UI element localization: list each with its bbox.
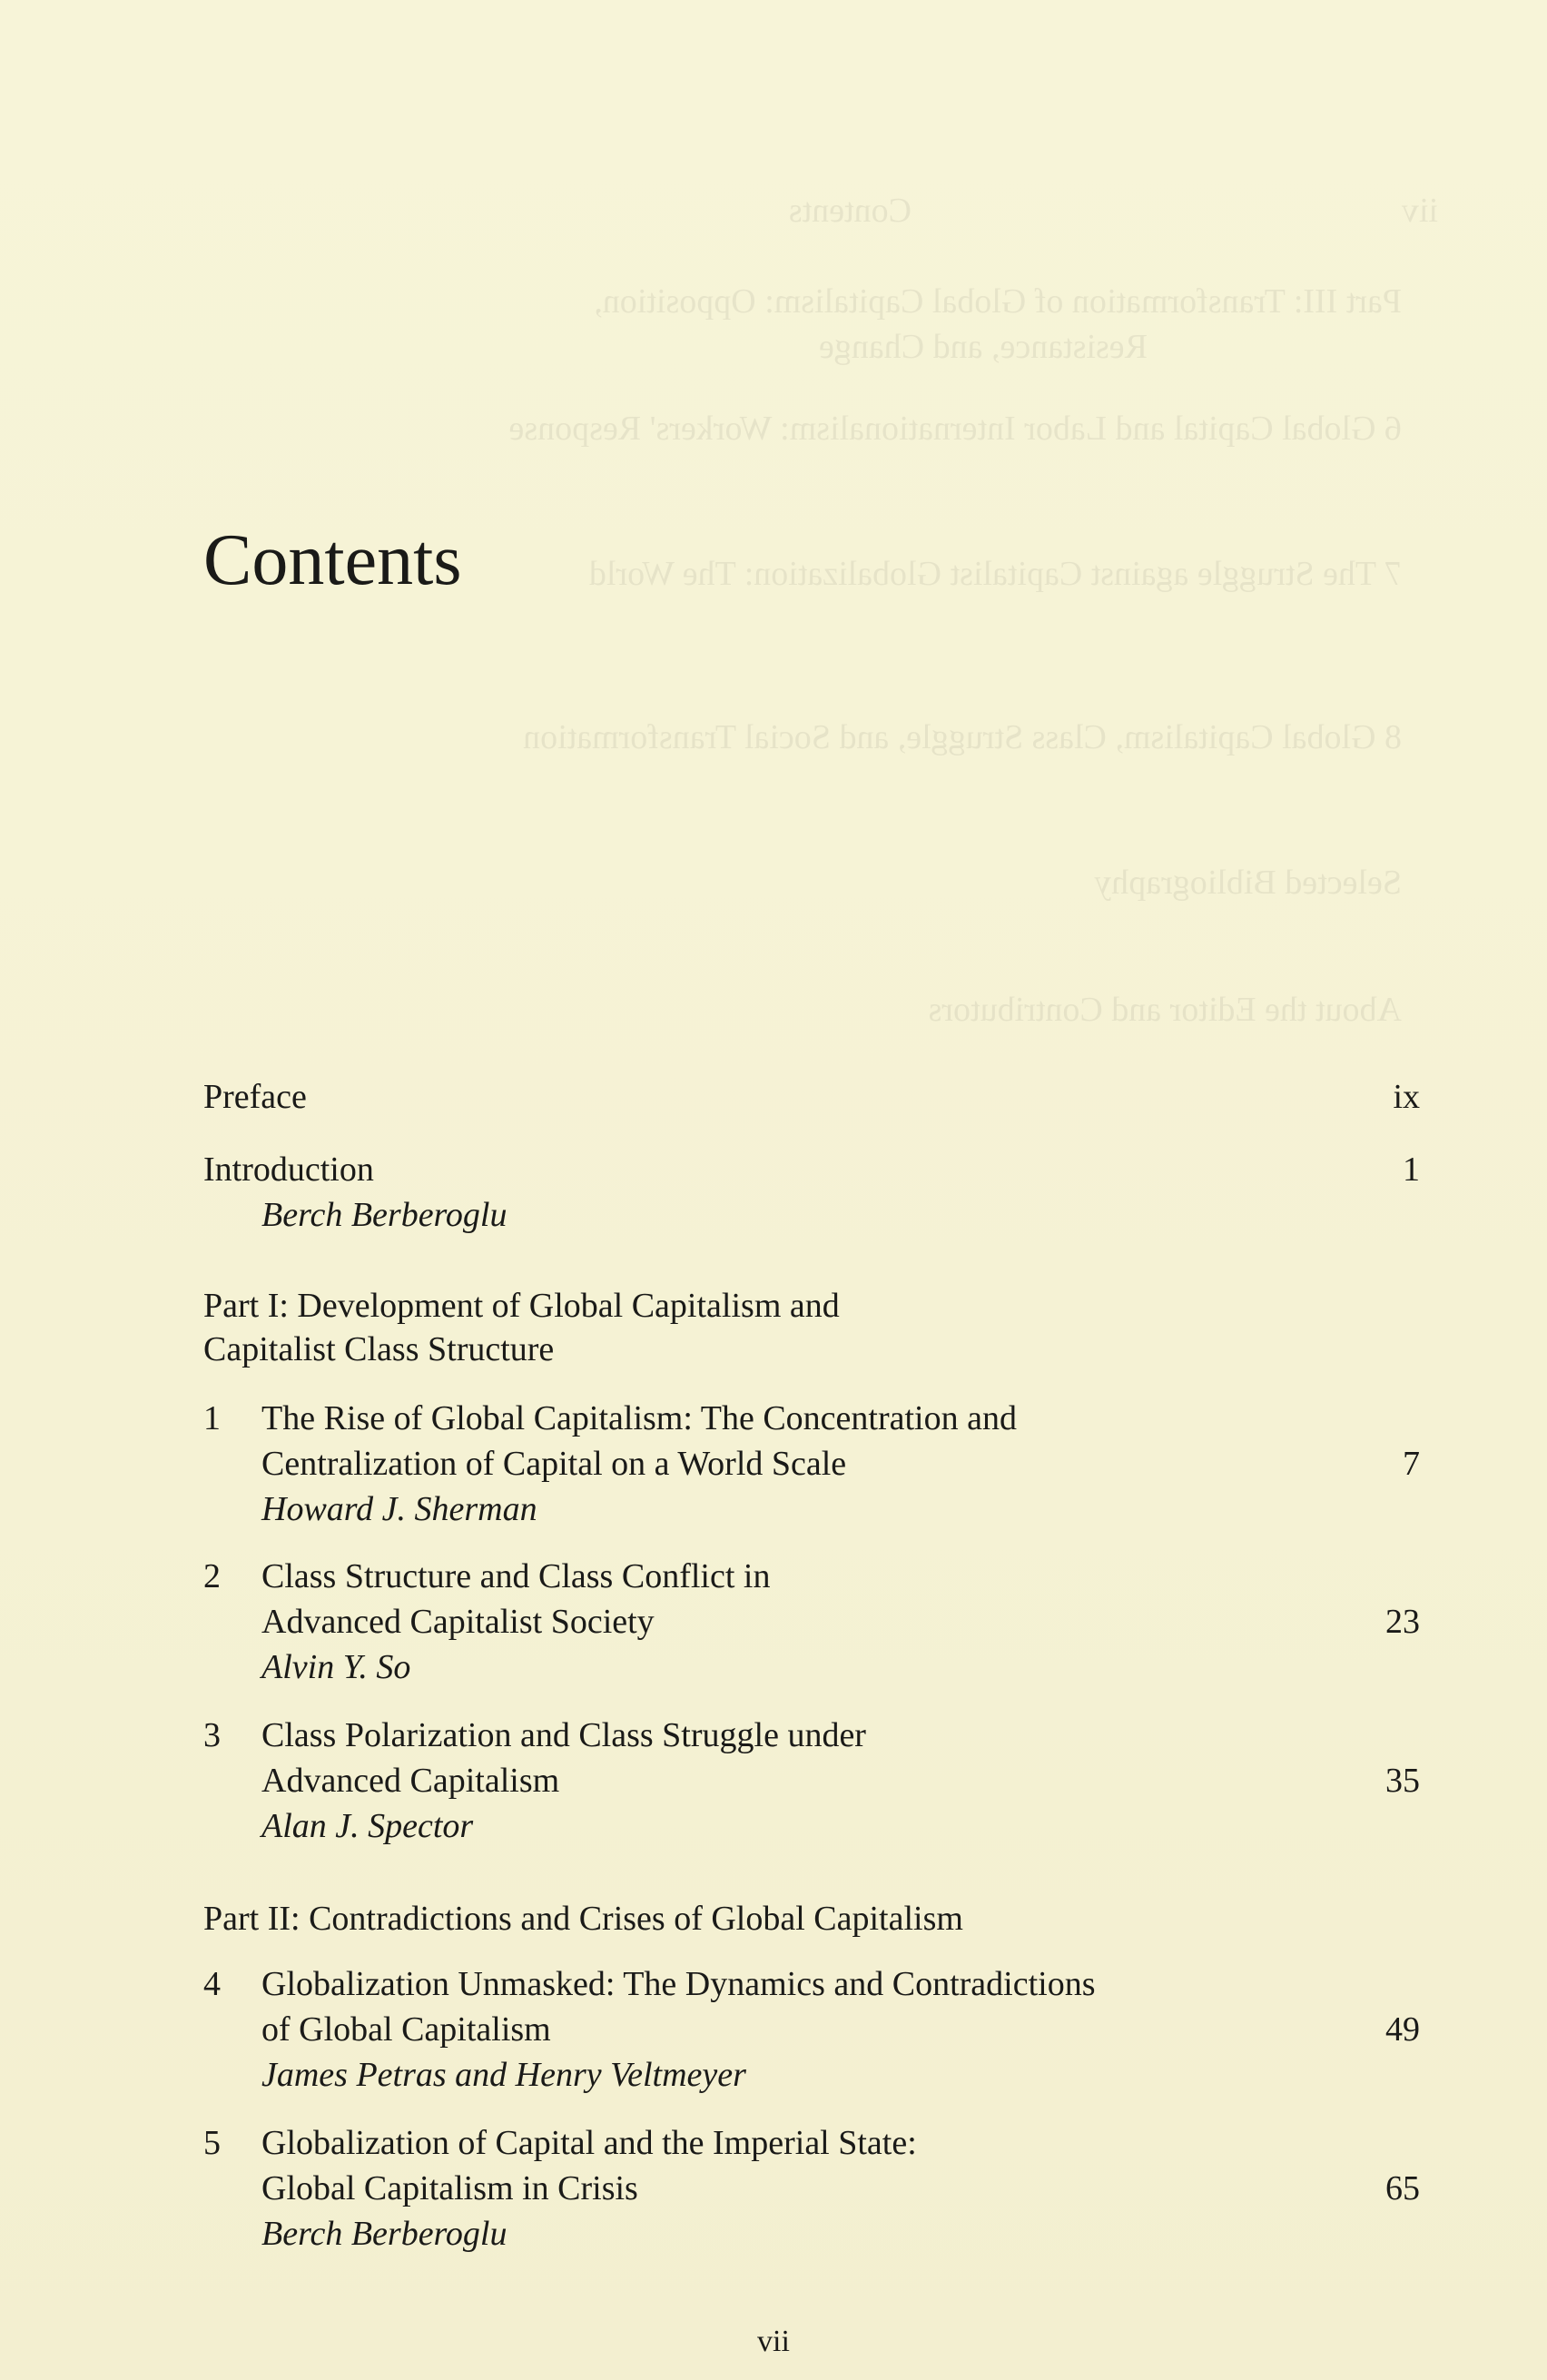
entry-page-number: 1 bbox=[1403, 1150, 1420, 1189]
toc-entry-chapter-4[interactable] bbox=[203, 1961, 1420, 2098]
entry-page-number: 23 bbox=[1385, 1603, 1420, 1641]
chapter-title-line1: Globalization Unmasked: The Dynamics and Contradictions bbox=[261, 1965, 1096, 2003]
chapter-title-line2: of Global Capitalism bbox=[261, 2010, 551, 2049]
toc-entry-chapter-1[interactable] bbox=[203, 1396, 1420, 1532]
toc-entry-chapter-3[interactable] bbox=[203, 1713, 1420, 1849]
chapter-title-line2: Advanced Capitalism bbox=[261, 1762, 560, 1800]
chapter-title-line1: Globalization of Capital and the Imperial State: bbox=[261, 2124, 917, 2162]
entry-page-number: 65 bbox=[1385, 2169, 1420, 2207]
entry-title: Introduction bbox=[203, 1150, 374, 1189]
toc-entry-introduction[interactable] bbox=[203, 1147, 1420, 1238]
chapter-title-line1: Class Structure and Class Conflict in bbox=[261, 1557, 771, 1595]
part-heading: Part II: Contradictions and Crises of Global Capitalism bbox=[203, 1900, 963, 1938]
part-heading: Part I: Development of Global Capitalism and bbox=[203, 1287, 840, 1325]
entry-page-number: 7 bbox=[1403, 1445, 1420, 1483]
entry-author: Alan J. Spector bbox=[261, 1807, 474, 1845]
chapter-number: 5 bbox=[203, 2124, 221, 2162]
chapter-number: 3 bbox=[203, 1716, 221, 1754]
entry-page-number: ix bbox=[1393, 1078, 1420, 1116]
entry-author: Alvin Y. So bbox=[261, 1648, 411, 1686]
show-through-texture: iiv Contents Part III: Transformation of Global Capitalism: Opposition, Resistance, and Change 6 Global Capital and Labor Internationalism: Workers' Response 7 The Struggle against Capitalist Globalization: The World 8 Global Capitalism, Class Struggle, and Social Transformation Selected Bibliography About the Editor and Contributors bbox=[508, 192, 1438, 1029]
entry-title: Preface bbox=[203, 1078, 307, 1116]
part-heading-continued: Capitalist Class Structure bbox=[203, 1330, 555, 1368]
entry-author: Howard J. Sherman bbox=[261, 1490, 537, 1528]
chapter-title-line2: Global Capitalism in Crisis bbox=[261, 2169, 638, 2207]
page-folio: vii bbox=[757, 2325, 790, 2358]
toc-entry-chapter-2[interactable] bbox=[203, 1554, 1420, 1690]
chapter-number: 2 bbox=[203, 1557, 221, 1595]
toc-entry-chapter-5[interactable] bbox=[203, 2120, 1420, 2257]
entry-page-number: 35 bbox=[1385, 1762, 1420, 1800]
chapter-title-line1: The Rise of Global Capitalism: The Concentration and bbox=[261, 1399, 1017, 1437]
entry-author: Berch Berberoglu bbox=[261, 1196, 507, 1234]
entry-page-number: 49 bbox=[1385, 2010, 1420, 2049]
chapter-title-line2: Centralization of Capital on a World Scale bbox=[261, 1445, 847, 1483]
entry-author: James Petras and Henry Veltmeyer bbox=[261, 2056, 746, 2094]
toc-entry-preface[interactable] bbox=[203, 1074, 1420, 1120]
entry-author: Berch Berberoglu bbox=[261, 2215, 507, 2253]
chapter-number: 1 bbox=[203, 1399, 221, 1437]
page-title: Contents bbox=[203, 520, 462, 600]
chapter-number: 4 bbox=[203, 1965, 221, 2003]
chapter-title-line2: Advanced Capitalist Society bbox=[261, 1603, 655, 1641]
chapter-title-line1: Class Polarization and Class Struggle under bbox=[261, 1716, 866, 1754]
